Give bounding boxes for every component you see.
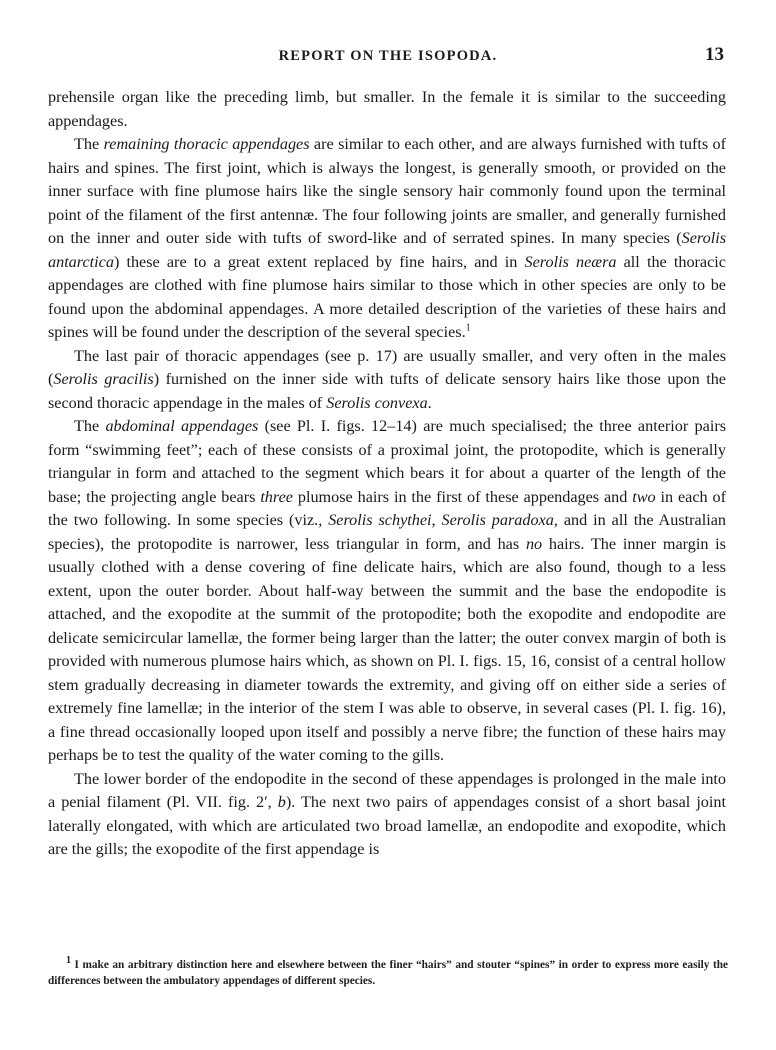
- paragraph: [48, 133, 726, 345]
- text-run: The: [74, 135, 104, 153]
- italic-term: Serolis convexa: [326, 393, 428, 412]
- text-run: ,: [431, 511, 442, 529]
- italic-term: Serolis neæra: [524, 252, 617, 271]
- page-number: 13: [705, 44, 724, 65]
- text-run: , and in all the Australian species), the protopodite is narrower, less triangular in form, and has: [48, 511, 726, 553]
- running-title: REPORT ON THE ISOPODA.: [278, 48, 498, 64]
- text-run: are similar to each other, and are always furnished with tufts of hairs and spines. The first joint, which is always the longest, is generally smooth, or provided on the inner surface with fine plumose hairs like the single sensory hair commonly found upon the terminal point of the filament of the first antennæ. The four following joints are smaller, and generally furnished on the inner and outer side with tufts of sword-like and of serrated spines. In many species (: [48, 135, 727, 247]
- italic-term: three: [260, 487, 293, 506]
- italic-term: Serolis gracilis: [53, 370, 154, 388]
- text-run: ) these are to a great extent replaced by fine hairs, and in: [113, 252, 525, 271]
- footnote-reference: 1: [465, 322, 471, 334]
- text-run: prehensile organ like the preceding limb, but smaller. In the female it is similar to the succeeding appendages.: [48, 88, 726, 130]
- text-run: plumose hairs in the first of these appendages and: [292, 487, 633, 506]
- text-run: all the thoracic appendages are clothed with fine plumose hairs similar to those which in other species are only to be found upon the abdominal appendages. A more detailed description of the varieties of these hairs and spines will be found under the description of the several species.: [48, 252, 726, 341]
- italic-term: b: [277, 793, 286, 811]
- footnote-marker: 1: [66, 955, 71, 967]
- text-run: The: [74, 417, 106, 435]
- text-run: ) furnished on the inner side with tufts of delicate sensory hairs like those upon the second thoracic appendage in the males of: [48, 370, 726, 412]
- text-run: in each of the two following. In some species (viz.,: [48, 487, 727, 529]
- text-run: The last pair of thoracic appendages (see p. 17) are usually smaller, and very often in the males (: [48, 346, 726, 388]
- text-run: .: [427, 393, 432, 412]
- italic-term: two: [632, 487, 656, 506]
- text-run: The lower border of the endopodite in the second of these appendages is prolonged in the male into a penial filament (Pl. VII. fig. 2′,: [48, 769, 726, 811]
- paragraph: [48, 415, 726, 768]
- body-text: [48, 86, 726, 862]
- paragraph: [48, 86, 726, 133]
- italic-term: abdominal appendages: [105, 417, 259, 435]
- footnote-text: I make an arbitrary distinction here and elsewhere between the finer “hairs” and stouter “spines” in order to express more easily the differences between the ambulatory appendages of different species.: [48, 959, 728, 987]
- italic-term: no: [525, 534, 543, 553]
- paragraph: [48, 768, 726, 862]
- running-head: [48, 44, 728, 68]
- text-run: (see Pl. I. figs. 12–14) are much specialised; the three anterior pairs form “swimming feet”; each of these consists of a proximal joint, the protopodite, which is generally triangular in form and attached to the segment which bears it for about a quarter of the length of the base; the projecting angle bears: [48, 417, 727, 506]
- footnote: [48, 957, 728, 989]
- italic-term: Serolis schythei: [328, 511, 432, 529]
- text-run: hairs. The inner margin is usually clothed with a dense covering of fine delicate hairs, which are also found, though to a less extent, upon the outer border. About half-way between the summit and the base the endopodite is attached, and the exopodite at the summit of the protopodite; both the exopodite and endopodite are delicate semicircular lamellæ, the former being larger than the latter; the outer convex margin of both is provided with numerous plumose hairs which, as shown on Pl. I. figs. 15, 16, consist of a central hollow stem gradually decreasing in diameter towards the extremity, and giving off on either side a series of extremely fine lamellæ; in the interior of the stem I was able to observe, in several cases (Pl. I. fig. 16), a fine thread occasionally looped upon itself and possibly a nerve fibre; the function of these hairs may perhaps be to test the quality of the water coming to the gills.: [48, 534, 726, 764]
- italic-term: Serolis antarctica: [48, 229, 726, 271]
- italic-term: Serolis paradoxa: [441, 511, 554, 529]
- footnotes: [48, 957, 728, 989]
- paragraph: [48, 345, 726, 416]
- italic-term: remaining thoracic appendages: [103, 135, 310, 153]
- text-run: ). The next two pairs of appendages consist of a short basal joint laterally elongated, with which are articulated two broad lamellæ, an endopodite and exopodite, which are the gills; the exopodite of the first appendage is: [48, 793, 726, 858]
